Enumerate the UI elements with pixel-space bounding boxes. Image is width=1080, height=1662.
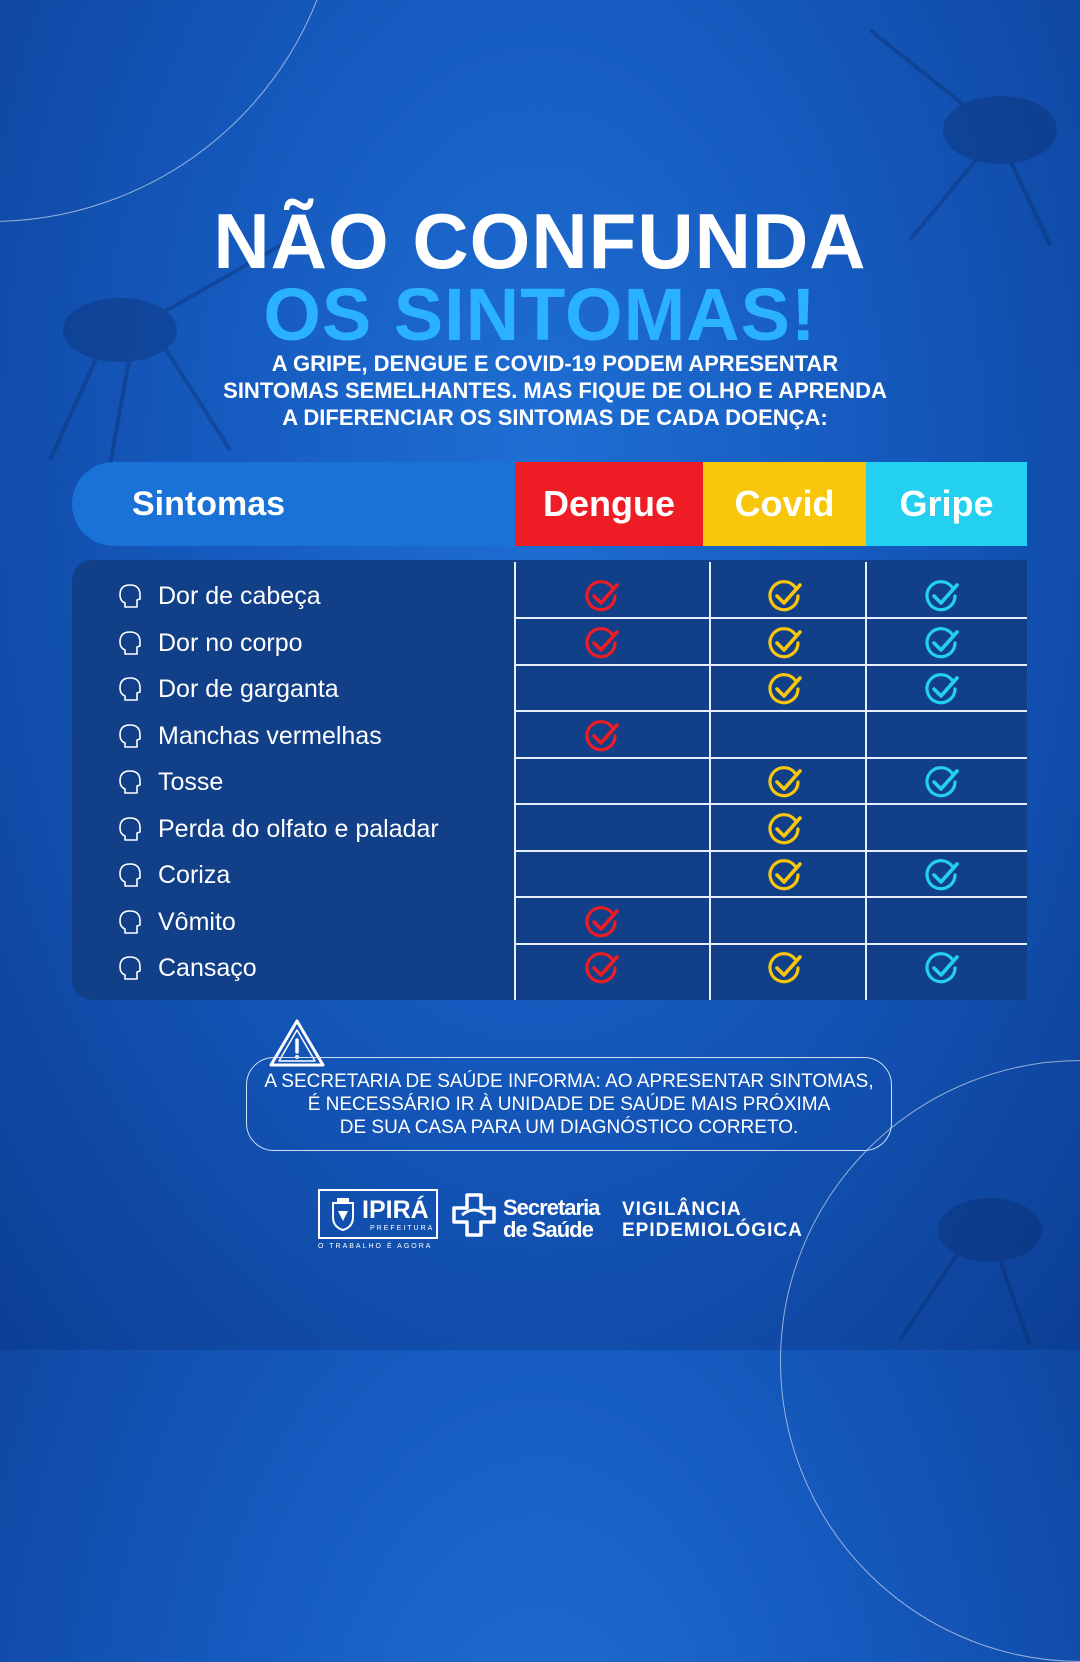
vigilancia-line2: EPIDEMIOLÓGICA (622, 1220, 803, 1241)
table-header (72, 462, 1027, 546)
check-covid-icon (767, 626, 803, 662)
check-covid-icon (767, 579, 803, 615)
header-covid: Covid (703, 462, 866, 546)
ipira-slogan: O TRABALHO É AGORA (318, 1243, 433, 1250)
header-dengue: Dengue (515, 462, 703, 546)
secretaria-line2: de Saúde (503, 1217, 593, 1242)
decorative-arc-top (0, 0, 342, 222)
intro-text (150, 350, 960, 431)
symptom-label: Vômito (158, 907, 236, 936)
table-row (72, 899, 1027, 945)
ipira-logo (318, 1189, 438, 1239)
secretaria-line1: Secretaria (503, 1195, 600, 1220)
fatigue-icon (116, 954, 144, 982)
intro-line: A GRIPE, DENGUE E COVID-19 PODEM APRESENTAR (271, 351, 839, 376)
check-covid-icon (767, 858, 803, 894)
check-gripe-icon (924, 626, 960, 662)
footer-logos (0, 1185, 1080, 1265)
cough-icon (116, 768, 144, 796)
body-pain-icon (116, 629, 144, 657)
vomit-icon (116, 908, 144, 936)
check-covid-icon (767, 765, 803, 801)
table-row (72, 713, 1027, 759)
smell-loss-icon (116, 815, 144, 843)
check-covid-icon (767, 672, 803, 708)
notice-line: É NECESSÁRIO IR À UNIDADE DE SAÚDE MAIS PRÓXIMA (307, 1094, 831, 1115)
check-dengue-icon (584, 579, 620, 615)
header-symptoms: Sintomas (72, 462, 515, 546)
table-row (72, 806, 1027, 852)
symptom-label: Perda do olfato e paladar (158, 814, 439, 843)
health-notice (246, 1057, 892, 1151)
health-cross-icon (450, 1191, 498, 1239)
page-title: NÃO CONFUNDA (213, 197, 867, 285)
coat-of-arms-icon (330, 1197, 356, 1231)
check-gripe-icon (924, 765, 960, 801)
page-subtitle-highlight: OS SINTOMAS! (263, 273, 817, 356)
check-gripe-icon (924, 672, 960, 708)
table-row (72, 666, 1027, 712)
check-dengue-icon (584, 626, 620, 662)
table-row (72, 852, 1027, 898)
sore-throat-icon (116, 675, 144, 703)
symptom-label: Cansaço (158, 954, 257, 982)
table-row (72, 620, 1027, 666)
head-pain-icon (116, 582, 144, 610)
symptom-label: Coriza (158, 861, 231, 889)
header-gripe: Gripe (866, 462, 1027, 546)
check-gripe-icon (924, 858, 960, 894)
table-row (72, 759, 1027, 805)
symptom-label: Tosse (158, 768, 224, 796)
ipira-name: IPIRÁ (362, 1196, 429, 1224)
intro-line: A DIFERENCIAR OS SINTOMAS DE CADA DOENÇA: (282, 405, 828, 430)
check-covid-icon (767, 812, 803, 848)
symptom-label: Dor de cabeça (158, 582, 321, 610)
ipira-sub: PREFEITURA (370, 1225, 435, 1232)
red-spots-icon (116, 722, 144, 750)
check-dengue-icon (584, 905, 620, 941)
check-gripe-icon (924, 579, 960, 615)
notice-line: A SECRETARIA DE SAÚDE INFORMA: AO APRESENTAR SINTOMAS, (264, 1071, 874, 1092)
symptom-label: Dor no corpo (158, 628, 303, 657)
table-row (72, 573, 1027, 619)
runny-nose-icon (116, 861, 144, 889)
symptom-label: Dor de garganta (158, 675, 339, 703)
check-gripe-icon (924, 951, 960, 987)
table-row (72, 945, 1027, 991)
symptom-label: Manchas vermelhas (158, 721, 382, 750)
check-dengue-icon (584, 951, 620, 987)
check-covid-icon (767, 951, 803, 987)
intro-line: SINTOMAS SEMELHANTES. MAS FIQUE DE OLHO E APRENDA (223, 378, 887, 403)
notice-line: DE SUA CASA PARA UM DIAGNÓSTICO CORRETO. (339, 1117, 799, 1138)
check-dengue-icon (584, 719, 620, 755)
vigilancia-line1: VIGILÂNCIA (622, 1199, 742, 1220)
